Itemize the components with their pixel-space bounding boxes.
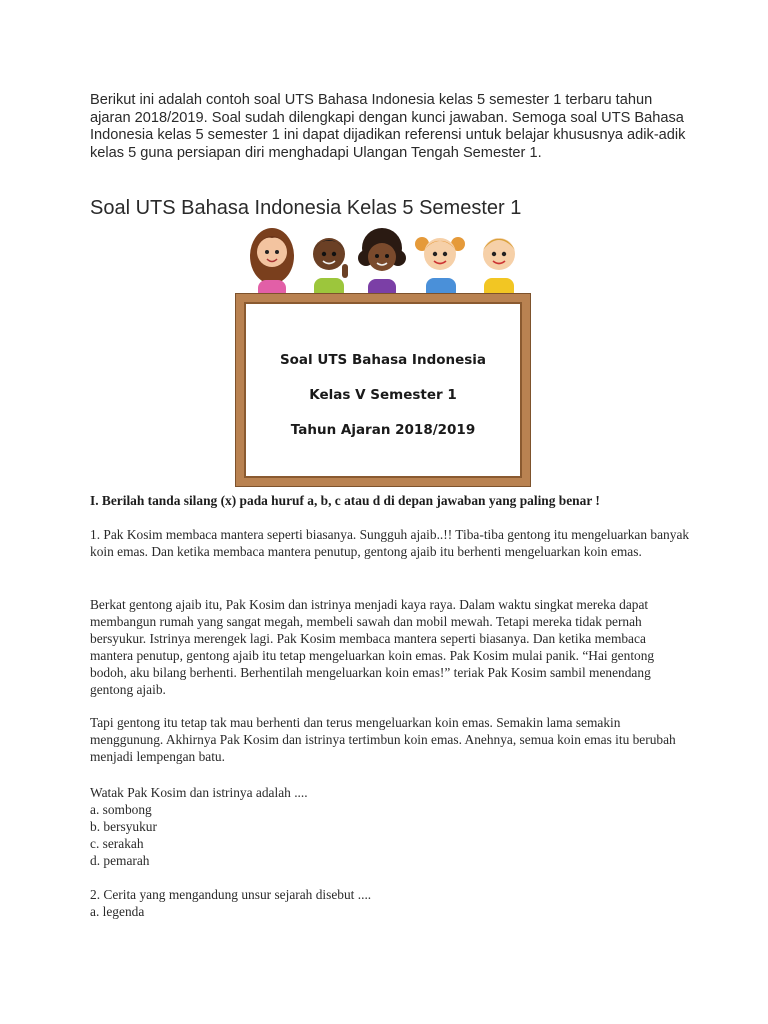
question-2-block [90, 886, 690, 920]
page-title: Soal UTS Bahasa Indonesia Kelas 5 Semester 1 [90, 197, 522, 219]
question-2-prompt: 2. Cerita yang mengandung unsur sejarah disebut .... [90, 887, 372, 902]
question-1-paragraph-2: Berkat gentong ajaib itu, Pak Kosim dan istrinya menjadi kaya raya. Dalam waktu singkat mereka dapat membangun rumah yang sangat megah, membeli sawah dan mobil mewah. Tetapi mereka tidak pernah bersyukur. Istrinya merengek lagi. Pak Kosim membaca mantera seperti biasanya. Dan ketika membaca mantera penutup, gentong ajaib itu tetap mengeluarkan koin emas. Pak Kosim mulai panik. “Hai gentong bodoh, aku bilang berhenti. Berhentilah mengeluarkan koin emas!” teriak Pak Kosim sambil menendang gentong ajaib. [90, 597, 655, 697]
board-year-line: Tahun Ajaran 2018/2019 [290, 422, 476, 438]
option-a: a. legenda [90, 904, 145, 919]
children-illustration [234, 224, 532, 300]
board-title-line: Soal UTS Bahasa Indonesia [279, 352, 487, 368]
question-1-paragraph-3: Tapi gentong itu tetap tak mau berhenti dan terus mengeluarkan koin emas. Semakin lama semakin menggunung. Akhirnya Pak Kosim dan istrinya tertimbun koin emas. Anehnya, semua koin emas itu berubah menjadi lempengan batu. [90, 715, 676, 764]
question-1-prompt: Watak Pak Kosim dan istrinya adalah .... [90, 785, 308, 800]
question-1-block [90, 784, 690, 869]
title-banner-image [234, 224, 532, 488]
option-c: c. serakah [90, 836, 144, 851]
option-d: d. pemarah [90, 853, 150, 868]
board-frame [236, 294, 530, 486]
instruction: I. Berilah tanda silang (x) pada huruf a, b, c atau d di depan jawaban yang paling benar ! [90, 493, 600, 508]
intro-paragraph: Berikut ini adalah contoh soal UTS Bahasa Indonesia kelas 5 semester 1 terbaru tahun ajaran 2018/2019. Soal sudah dilengkapi dengan kunci jawaban. Semoga soal UTS Bahasa Indonesia kelas 5 semester 1 ini dapat dijadikan referensi untuk belajar khususnya adik-adik kelas 5 guna persiapan diri menghadapi Ulangan Tengah Semester 1. [90, 92, 686, 161]
question-1-paragraph-1: 1. Pak Kosim membaca mantera seperti biasanya. Sungguh ajaib..!! Tiba-tiba gentong itu mengeluarkan banyak koin emas. Dan ketika membaca mantera penutup, gentong ajaib itu berhenti mengeluarkan koin emas. [90, 527, 690, 559]
option-a: a. sombong [90, 802, 152, 817]
option-b: b. bersyukur [90, 819, 157, 834]
board-class-line: Kelas V Semester 1 [309, 387, 457, 403]
